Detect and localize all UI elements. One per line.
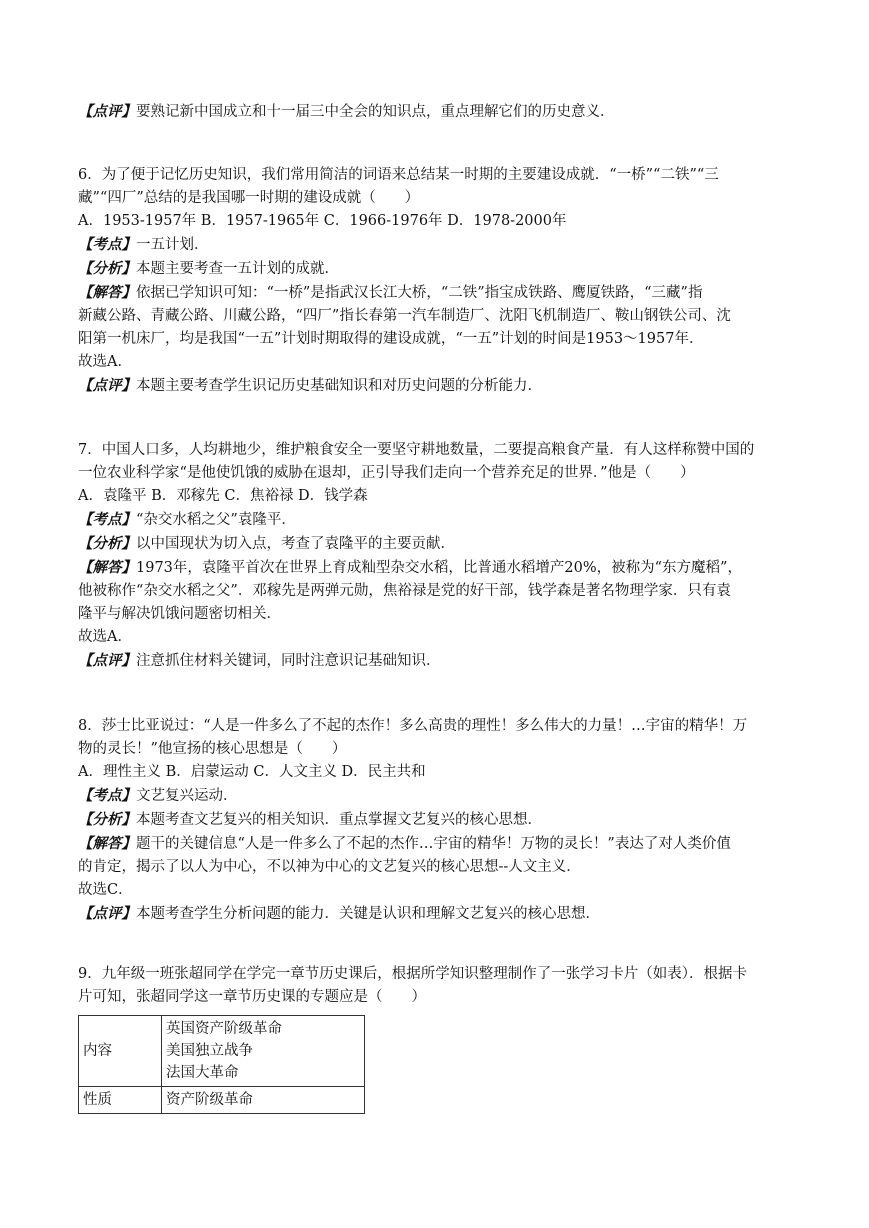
q9-stem-line-2: 片可知，张超同学这一章节历史课的专题应是（ ） bbox=[78, 989, 426, 1005]
q6-answer-line-2: 新藏公路、青藏公路、川藏公路，“四厂”指长春第一汽车制造厂、沈阳飞机制造厂、鞍山钢铁公司、沈 bbox=[78, 308, 731, 324]
document-page bbox=[78, 100, 798, 1114]
row-content-items bbox=[162, 1016, 365, 1087]
row-label-content: 内容 bbox=[79, 1016, 162, 1087]
question-9 bbox=[78, 963, 798, 1114]
row-label-nature: 性质 bbox=[79, 1087, 162, 1114]
q7-analysis: 【分析】以中国现状为切入点，考查了袁隆平的主要贡献． bbox=[78, 535, 455, 552]
q8-choice: 故选C． bbox=[78, 882, 133, 898]
question-8 bbox=[78, 715, 798, 926]
question-6 bbox=[78, 164, 798, 398]
q7-comment: 【点评】注意抓住材料关键词，同时注意识记基础知识． bbox=[78, 652, 441, 669]
q6-comment: 【点评】本题主要考查学生识记历史基础知识和对历史问题的分析能力． bbox=[78, 377, 542, 394]
q8-analysis: 【分析】本题考查文艺复兴的相关知识．重点掌握文艺复兴的核心思想． bbox=[78, 811, 542, 828]
q7-answer-line-1: 【解答】1973年，袁隆平首次在世界上育成籼型杂交水稻，比普通水稻增产20%，被称为“东方魔稻”， bbox=[78, 559, 742, 576]
list-item: 法国大革命 bbox=[166, 1065, 239, 1081]
q6-stem-line-1: 6．为了便于记忆历史知识，我们常用简洁的词语来总结某一时期的主要建设成就．“一桥”“二铁”“三 bbox=[78, 167, 719, 183]
q6-answer-line-1: 【解答】依据已学知识可知：“一桥”是指武汉长江大桥，“二铁”指宝成铁路、鹰厦铁路，“三藏”指 bbox=[78, 284, 703, 301]
q7-stem-line-2: 一位农业科学家“是他使饥饿的威胁在退却，正引导我们走向一个营养充足的世界．”他是（ ） bbox=[78, 465, 695, 481]
q9-stem-line-1: 9．九年级一班张超同学在学完一章节历史课后，根据所学知识整理制作了一张学习卡片（如表）．根据卡 bbox=[78, 966, 747, 982]
q6-stem-line-2: 藏”“四厂”总结的是我国哪一时期的建设成就（ ） bbox=[78, 190, 420, 206]
q6-point: 【考点】一五计划． bbox=[78, 236, 209, 253]
q7-choice: 故选A． bbox=[78, 629, 132, 645]
q8-stem-line-2: 物的灵长！”他宣扬的核心思想是（ ） bbox=[78, 741, 347, 757]
q7-answer-line-3: 隆平与解决饥饿问题密切相关． bbox=[78, 606, 281, 622]
q8-point: 【考点】文艺复兴运动． bbox=[78, 787, 238, 804]
q7-stem-line-1: 7．中国人口多，人均耕地少，维护粮食安全一要坚守耕地数量，二要提高粮食产量．有人这样称赞中国的 bbox=[78, 442, 755, 458]
q8-comment: 【点评】本题考查学生分析问题的能力．关键是认识和理解文艺复兴的核心思想． bbox=[78, 905, 600, 922]
row-nature-value: 资产阶级革命 bbox=[162, 1087, 365, 1114]
study-card-table bbox=[78, 1015, 365, 1114]
question-7 bbox=[78, 439, 798, 673]
q8-answer-line-2: 的肯定，揭示了以人为中心，不以神为中心的文艺复兴的核心思想--人文主义． bbox=[78, 859, 581, 875]
q7-point: 【考点】“杂交水稻之父”袁隆平． bbox=[78, 511, 296, 528]
q6-analysis: 【分析】本题主要考查一五计划的成就． bbox=[78, 260, 339, 277]
q6-answer-line-3: 阳第一机床厂，均是我国“一五”计划时期取得的建设成就，“一五”计划的时间是1953～1957年． bbox=[78, 331, 704, 347]
q7-answer-line-2: 他被称作“杂交水稻之父”．邓稼先是两弹元勋，焦裕禄是党的好干部，钱学森是著名物理学家．只有袁 bbox=[78, 583, 731, 599]
list-item: 英国资产阶级革命 bbox=[166, 1021, 282, 1037]
table-row bbox=[79, 1087, 365, 1114]
q6-options: A．1953-1957年 B．1957-1965年 C．1966-1976年 D．1978-2000年 bbox=[78, 213, 567, 229]
q8-options: A．理性主义 B．启蒙运动 C．人文主义 D．民主共和 bbox=[78, 764, 426, 780]
q8-answer-line-1: 【解答】题干的关键信息“人是一件多么了不起的杰作…宇宙的精华！万物的灵长！”表达了对人类价值 bbox=[78, 835, 731, 852]
q7-options: A．袁隆平 B．邓稼先 C．焦裕禄 D．钱学森 bbox=[78, 488, 368, 504]
list-item: 美国独立战争 bbox=[166, 1043, 253, 1059]
q5-comment: 【点评】要熟记新中国成立和十一届三中全会的知识点，重点理解它们的历史意义． bbox=[78, 103, 615, 120]
table-row bbox=[79, 1016, 365, 1087]
q8-stem-line-1: 8．莎士比亚说过：“人是一件多么了不起的杰作！多么高贵的理性！多么伟大的力量！…宇宙的精华！万 bbox=[78, 718, 748, 734]
q6-choice: 故选A． bbox=[78, 354, 132, 370]
